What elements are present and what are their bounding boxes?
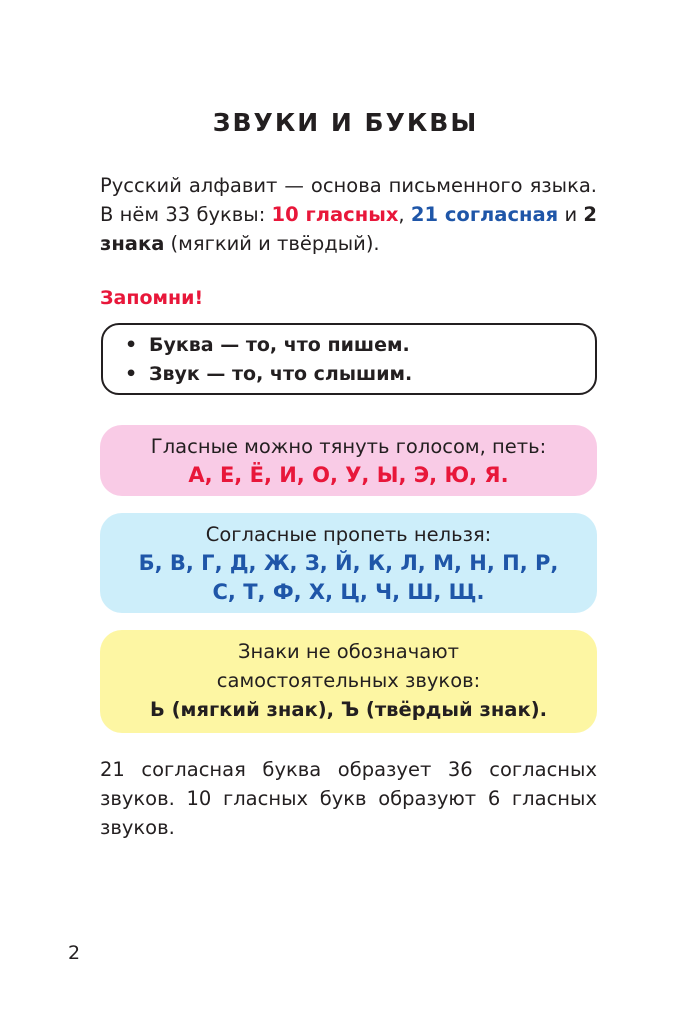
consonants-letters-1: Б, В, Г, Д, Ж, З, Й, К, Л, М, Н, П, Р, (138, 551, 559, 575)
consonants-letters-2: С, Т, Ф, Х, Ц, Ч, Ш, Щ. (212, 580, 485, 604)
vowels-count: 10 гласных (271, 203, 399, 226)
conclusion-paragraph: 21 согласная буква образует 36 согласных звуков. 10 гласных букв образуют 6 гласных звуков. (100, 758, 597, 839)
rule-item: • Звук — то, что слышим. (149, 360, 595, 389)
remember-box (101, 323, 597, 395)
vowels-card (100, 425, 597, 496)
consonants-card (100, 513, 597, 613)
and-text: и (558, 203, 584, 226)
remember-heading: Запомни! (100, 287, 204, 309)
signs-text-1: Знаки не обозначают (238, 640, 459, 663)
vowels-text: Гласные можно тянуть голосом, петь: (150, 435, 547, 458)
page-number: 2 (68, 942, 81, 964)
signs-text-2: самостоятельных звуков: (216, 669, 481, 692)
intro-text-end: (мягкий и твёрдый). (164, 232, 380, 255)
intro-paragraph (100, 171, 597, 258)
signs-card (100, 630, 597, 733)
signs-count: 2 знака (100, 203, 597, 255)
comma: , (398, 203, 411, 226)
consonants-text: Согласные пропеть нельзя: (205, 523, 492, 546)
signs-letters: Ь (мягкий знак), Ъ (твёрдый знак). (149, 698, 548, 721)
consonants-count: 21 согласная (410, 203, 559, 226)
page-title: ЗВУКИ И БУКВЫ (212, 108, 479, 137)
vowels-letters: А, Е, Ё, И, О, У, Ы, Э, Ю, Я. (188, 463, 509, 487)
rule-item: • Буква — то, что пишем. (149, 331, 595, 360)
intro-text: Русский алфавит — основа письменного языка. В нём 33 буквы: (100, 174, 597, 226)
